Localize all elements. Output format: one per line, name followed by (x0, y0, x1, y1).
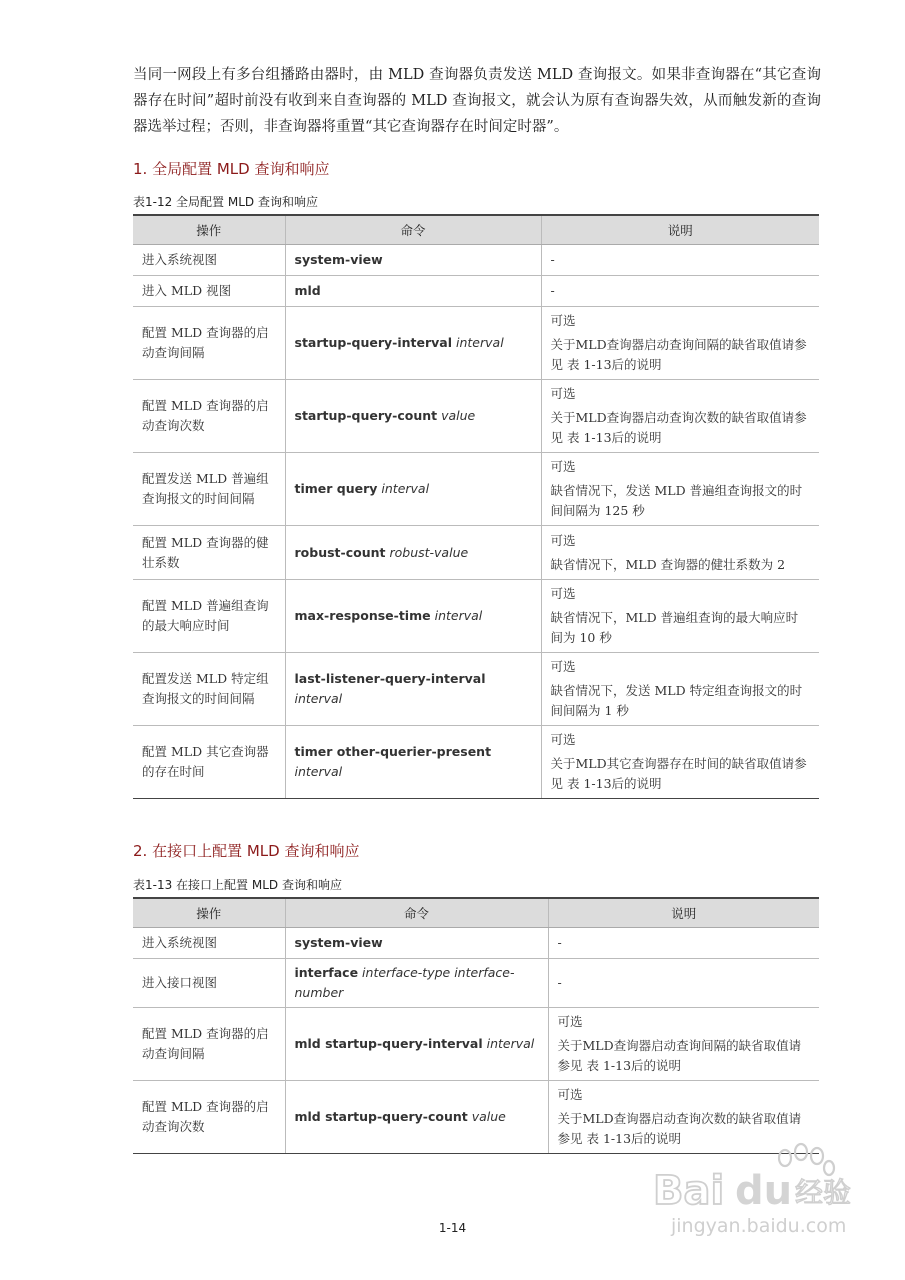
command-cell (285, 928, 548, 959)
table-1-12 (133, 214, 819, 799)
table-row (133, 380, 819, 453)
command-keyword: system-view (294, 252, 383, 267)
command-cell (285, 276, 541, 307)
column-header-description: 说明 (541, 215, 819, 245)
operation-cell: 配置 MLD 查询器的健壮系数 (133, 526, 285, 580)
command-argument: value (471, 1109, 506, 1124)
operation-cell: 进入接口视图 (133, 959, 285, 1008)
table-row (133, 1008, 819, 1081)
operation-cell: 配置 MLD 其它查询器的存在时间 (133, 726, 285, 799)
description-text: - (550, 283, 555, 298)
description-cell (541, 245, 819, 276)
description-text: 关于MLD查询器启动查询次数的缺省取值请参见 表 1-13后的说明 (557, 1111, 802, 1146)
command-argument: interval (381, 481, 430, 496)
command-cell (285, 1081, 548, 1154)
section-2-heading: 2. 在接口上配置 MLD 查询和响应 (133, 842, 360, 860)
table-1-caption: 表1-12 全局配置 MLD 查询和响应 (133, 195, 318, 209)
description-text: 关于MLD其它查询器存在时间的缺省取值请参见 表 1-13后的说明 (550, 756, 807, 791)
table-1-13 (133, 897, 819, 1154)
command-keyword: mld (294, 283, 321, 298)
description-cell (541, 726, 819, 799)
table-row (133, 245, 819, 276)
operation-cell: 配置 MLD 查询器的启动查询次数 (133, 1081, 285, 1154)
description-text: 关于MLD查询器启动查询间隔的缺省取值请参见 表 1-13后的说明 (557, 1038, 802, 1073)
description-text: 关于MLD查询器启动查询间隔的缺省取值请参见 表 1-13后的说明 (550, 337, 807, 372)
command-keyword: robust-count (294, 544, 386, 560)
column-header-command: 命令 (285, 215, 541, 245)
description-cell (548, 959, 819, 1008)
description-optional: 可选 (557, 1087, 583, 1102)
command-argument: interval (434, 608, 483, 623)
description-optional: 可选 (550, 732, 576, 747)
command-cell (285, 380, 541, 453)
description-cell (541, 580, 819, 653)
command-keyword: startup-query-count (294, 408, 438, 423)
command-keyword: interface (294, 965, 359, 980)
command-argument: interval (294, 691, 343, 706)
column-header-operation: 操作 (133, 215, 285, 245)
description-optional: 可选 (550, 586, 576, 601)
table-row (133, 726, 819, 799)
command-cell (285, 526, 541, 580)
description-optional: 可选 (557, 1014, 583, 1029)
operation-cell: 配置 MLD 普遍组查询的最大响应时间 (133, 580, 285, 653)
description-optional: 可选 (550, 459, 576, 474)
command-argument: value (441, 408, 476, 423)
description-optional: 可选 (550, 659, 576, 674)
command-argument: interval (294, 764, 343, 779)
column-header-command: 命令 (285, 898, 548, 928)
command-argument: interval (486, 1036, 535, 1051)
section-1-heading: 1. 全局配置 MLD 查询和响应 (133, 160, 330, 178)
command-keyword: mld startup-query-interval (294, 1036, 483, 1051)
command-cell (285, 959, 548, 1008)
command-argument: interval (456, 335, 504, 350)
table-row (133, 276, 819, 307)
command-keyword: timer query (294, 481, 378, 496)
operation-cell: 配置发送 MLD 普遍组查询报文的时间间隔 (133, 453, 285, 526)
command-cell (285, 726, 541, 799)
description-text: 缺省情况下，MLD 查询器的健壮系数为 2 (550, 556, 786, 572)
command-cell (285, 453, 541, 526)
command-keyword: last-listener-query-interval (294, 671, 486, 686)
description-cell (548, 1008, 819, 1081)
description-cell (541, 453, 819, 526)
description-optional: 可选 (550, 313, 576, 328)
command-keyword: mld startup-query-count (294, 1109, 468, 1124)
command-argument: robust-value (389, 544, 469, 560)
description-text: - (557, 975, 562, 990)
table-row (133, 453, 819, 526)
operation-cell: 配置 MLD 查询器的启动查询次数 (133, 380, 285, 453)
operation-cell: 配置 MLD 查询器的启动查询间隔 (133, 307, 285, 380)
page-number: 1-14 (438, 1221, 467, 1235)
column-header-operation: 操作 (133, 898, 285, 928)
table-row (133, 653, 819, 726)
operation-cell: 进入 MLD 视图 (133, 276, 285, 307)
description-cell (548, 928, 819, 959)
command-keyword: startup-query-interval (294, 335, 453, 350)
description-text: - (557, 935, 562, 950)
watermark-brand-du: du (735, 1168, 793, 1214)
command-keyword: max-response-time (294, 608, 431, 623)
command-keyword: system-view (294, 935, 383, 950)
command-cell (285, 245, 541, 276)
watermark-url: jingyan.baidu.com (671, 1215, 847, 1237)
description-text: 关于MLD查询器启动查询次数的缺省取值请参见 表 1-13后的说明 (550, 410, 807, 445)
table-row (133, 526, 819, 580)
command-cell (285, 307, 541, 380)
table-row (133, 307, 819, 380)
operation-cell: 进入系统视图 (133, 245, 285, 276)
description-cell (541, 307, 819, 380)
command-cell (285, 580, 541, 653)
watermark-brand: Bai (653, 1168, 725, 1214)
watermark-service: 经验 (795, 1176, 852, 1209)
intro-paragraph: 当同一网段上有多台组播路由器时，由 MLD 查询器负责发送 MLD 查询报文。如果非查询器在“其它查询器存在时间”超时前没有收到来自查询器的 MLD 查询报文，就会认为原有查询器失效，从而触发新的查询器选举过程；否则，非查询器将重置“其它查询器存在时间定时器”。 (133, 67, 821, 135)
description-text: 缺省情况下，发送 MLD 特定组查询报文的时间间隔为 1 秒 (550, 683, 803, 718)
description-cell (541, 380, 819, 453)
table-row (133, 928, 819, 959)
command-argument: interface-type interface-number (294, 965, 515, 1000)
description-text: 缺省情况下，MLD 普遍组查询的最大响应时间为 10 秒 (550, 610, 799, 645)
description-cell (541, 653, 819, 726)
description-text: 缺省情况下，发送 MLD 普遍组查询报文的时间间隔为 125 秒 (550, 483, 803, 518)
description-cell (541, 526, 819, 580)
command-cell (285, 1008, 548, 1081)
description-optional: 可选 (550, 532, 576, 548)
table-2-caption: 表1-13 在接口上配置 MLD 查询和响应 (133, 878, 342, 892)
table-row (133, 580, 819, 653)
operation-cell: 配置发送 MLD 特定组查询报文的时间间隔 (133, 653, 285, 726)
table-row (133, 959, 819, 1008)
command-cell (285, 653, 541, 726)
command-keyword: timer other-querier-present (294, 744, 492, 759)
operation-cell: 进入系统视图 (133, 928, 285, 959)
description-cell (541, 276, 819, 307)
operation-cell: 配置 MLD 查询器的启动查询间隔 (133, 1008, 285, 1081)
column-header-description: 说明 (548, 898, 819, 928)
description-text: - (550, 252, 555, 267)
description-optional: 可选 (550, 386, 576, 401)
